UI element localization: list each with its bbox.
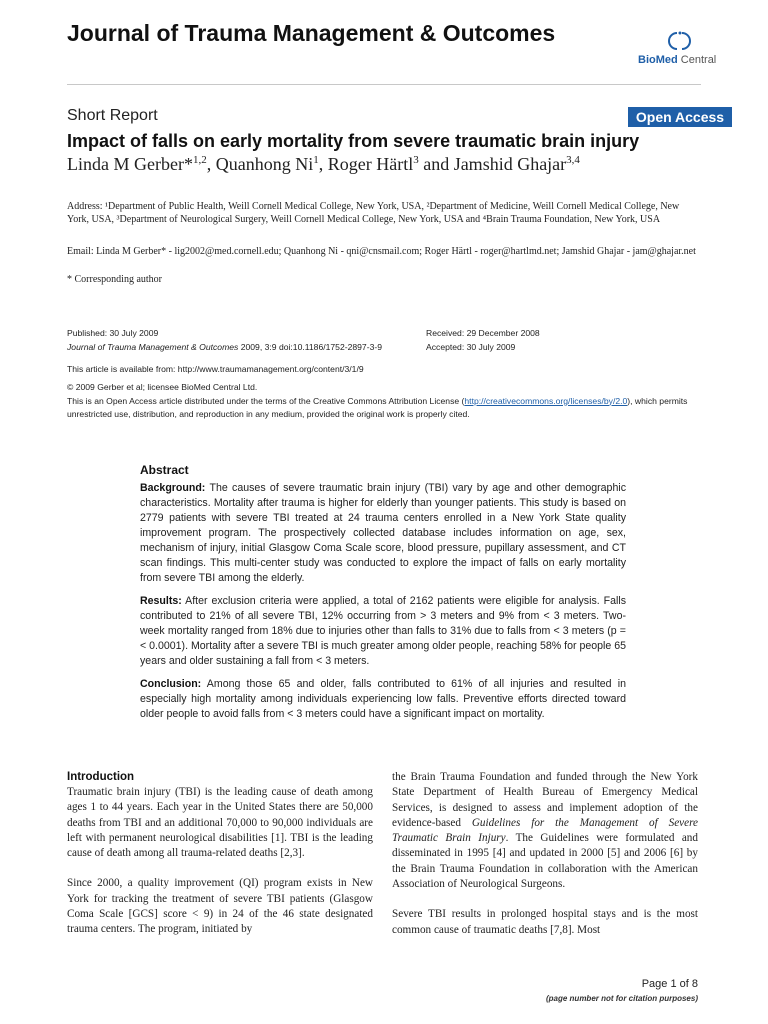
author-emails: Email: Linda M Gerber* - lig2002@med.cornell.edu; Quanhong Ni - qni@cnsmail.com; Roger Härtl - roger@hartlmd.net; Jamshid Ghajar - jam@ghajar.net bbox=[67, 246, 696, 257]
abstract-background bbox=[140, 481, 626, 586]
corresponding-author-note: * Corresponding author bbox=[67, 274, 162, 285]
body-paragraph: Traumatic brain injury (TBI) is the leading cause of death among ages 1 to 44 years. Each year in the United States there are 50,000 deaths from TBI and an additional 70,000 to 90,000 individuals are left with permanent neurological disabilities [1]. TBI is the leading cause of death among all trauma-related deaths [2,3]. bbox=[67, 786, 373, 860]
author-affiliation: 3 bbox=[413, 154, 419, 166]
citation-journal: Journal of Trauma Management & Outcomes bbox=[67, 341, 239, 352]
background-label: Background: bbox=[140, 482, 206, 494]
article-type: Short Report bbox=[67, 107, 158, 124]
abstract-conclusion bbox=[140, 677, 626, 722]
license-link[interactable]: http://creativecommons.org/licenses/by/2.0 bbox=[464, 395, 628, 406]
publisher-name-bold: BioMed bbox=[638, 54, 678, 66]
article-title: Impact of falls on early mortality from severe traumatic brain injury bbox=[67, 131, 640, 151]
affiliation-address: Address: ¹Department of Public Health, Weill Cornell Medical College, New York, USA, ²Department of Medicine, Weill Cornell Medical College, New York, USA, ³Department of Neurological Surgery, Weill Cornell Medical College, New York, USA and ⁴Brain Trauma Foundation, New York, USA bbox=[67, 201, 680, 225]
author-name: , Quanhong Ni bbox=[206, 154, 314, 174]
header-divider bbox=[67, 84, 701, 85]
background-text: The causes of severe traumatic brain injury (TBI) vary by age and other demographic characteristics. Mortality after trauma is higher for elderly than younger patients. This study is based on 2779 patients with severe TBI treated at 24 trauma centers enrolled in a New York State quality improvement program. The prospectively collected database includes information on age, sex, mechanism of injury, initial Glasgow Coma Scale score, blood pressure, pupillary assessment, and CT scan findings. This multi-center study was conducted to explore the impact of falls on early mortality from severe TBI among the elderly. bbox=[140, 482, 626, 584]
body-text: . The Guidelines were formulated and disseminated in 1995 [4] and updated in 2000 [5] and 2006 [6] by the Brain Trauma Foundation in collaboration with the American Association of Neurological Surgeons. bbox=[392, 832, 698, 891]
publisher-logo bbox=[636, 30, 716, 70]
license-text-end: ), which permits unrestricted use, distribution, and reproduction in any medium, provided the original work is properly cited. bbox=[67, 395, 688, 419]
abstract-results bbox=[140, 594, 626, 669]
biomed-logo-icon bbox=[668, 30, 692, 52]
guidelines-title: Guidelines for the Management of Severe Traumatic Brain Injury bbox=[392, 816, 698, 845]
dates-info bbox=[426, 327, 706, 354]
article-url[interactable]: This article is available from: http://www.traumamanagement.org/content/3/1/9 bbox=[67, 364, 364, 374]
license-text bbox=[67, 395, 707, 422]
author-name: , Roger Härtl bbox=[318, 154, 414, 174]
body-text: the Brain Trauma Foundation and funded through the New York State Department of Health Bureau of Emergency Medical Services, is designed to assess and implement adoption of the evidence-based bbox=[392, 771, 698, 829]
body-column-left bbox=[67, 770, 373, 953]
publisher-name-rest: Central bbox=[677, 54, 717, 66]
author-affiliation: 1 bbox=[313, 154, 319, 166]
conclusion-label: Conclusion: bbox=[140, 678, 202, 690]
citation-footnote: (page number not for citation purposes) bbox=[545, 994, 698, 1003]
body-paragraph: Severe TBI results in prolonged hospital stays and is the most common cause of traumatic deaths [7,8]. Most bbox=[392, 908, 698, 936]
copyright-block bbox=[67, 381, 707, 422]
license-text-start: This is an Open Access article distributed under the terms of the Creative Commons Attribution License ( bbox=[67, 395, 465, 406]
publication-info bbox=[67, 327, 407, 354]
conclusion-text: Among those 65 and older, falls contributed to 61% of all injuries and resulted in especially high mortality among individuals experiencing low falls. Preventive efforts directed toward older people to avoid falls from < 3 meters could have a significant impact on mortality. bbox=[140, 678, 626, 720]
author-name: Linda M Gerber* bbox=[67, 154, 193, 174]
author-name: and Jamshid Ghajar bbox=[418, 154, 567, 174]
citation bbox=[67, 341, 407, 355]
abstract-section bbox=[140, 463, 626, 730]
results-label: Results: bbox=[140, 595, 182, 607]
body-paragraph bbox=[392, 770, 698, 892]
citation-details: 2009, 3:9 doi:10.1186/1752-2897-3-9 bbox=[238, 341, 382, 352]
author-list bbox=[67, 154, 717, 175]
open-access-badge: Open Access bbox=[628, 107, 732, 127]
copyright-line: © 2009 Gerber et al; licensee BioMed Central Ltd. bbox=[67, 382, 258, 392]
abstract-heading: Abstract bbox=[140, 463, 189, 477]
body-paragraph: Since 2000, a quality improvement (QI) program exists in New York for tracking the treatment of severe TBI patients (Glasgow Coma Scale [GCS] score < 9) in 24 of the 46 state designated trauma centers. The program, initiated by bbox=[67, 877, 373, 936]
published-date: Published: 30 July 2009 bbox=[67, 328, 159, 338]
page-number: Page 1 of 8 bbox=[641, 978, 698, 990]
author-affiliation: 3,4 bbox=[566, 154, 580, 166]
body-column-right bbox=[392, 770, 698, 953]
introduction-heading: Introduction bbox=[67, 771, 135, 783]
results-text: After exclusion criteria were applied, a total of 2162 patients were eligible for analysis. Falls contributed to 21% of all severe TBI, 12% occurring from > 3 meters and 9% from < 3 meters. Two-week mortality ranged from 18% due to injuries other than falls to 31% due to falls from < 3 meters (p =< 0.0001). Mortality after a severe TBI is much greater among older people, reaching 58% for people 65 years and older sustaining a fall from < 3 meters. bbox=[140, 595, 626, 667]
accepted-date: Accepted: 30 July 2009 bbox=[426, 341, 516, 352]
author-affiliation: 1,2 bbox=[192, 154, 207, 166]
journal-title: Journal of Trauma Management & Outcomes bbox=[67, 20, 556, 46]
received-date: Received: 29 December 2008 bbox=[426, 328, 540, 338]
